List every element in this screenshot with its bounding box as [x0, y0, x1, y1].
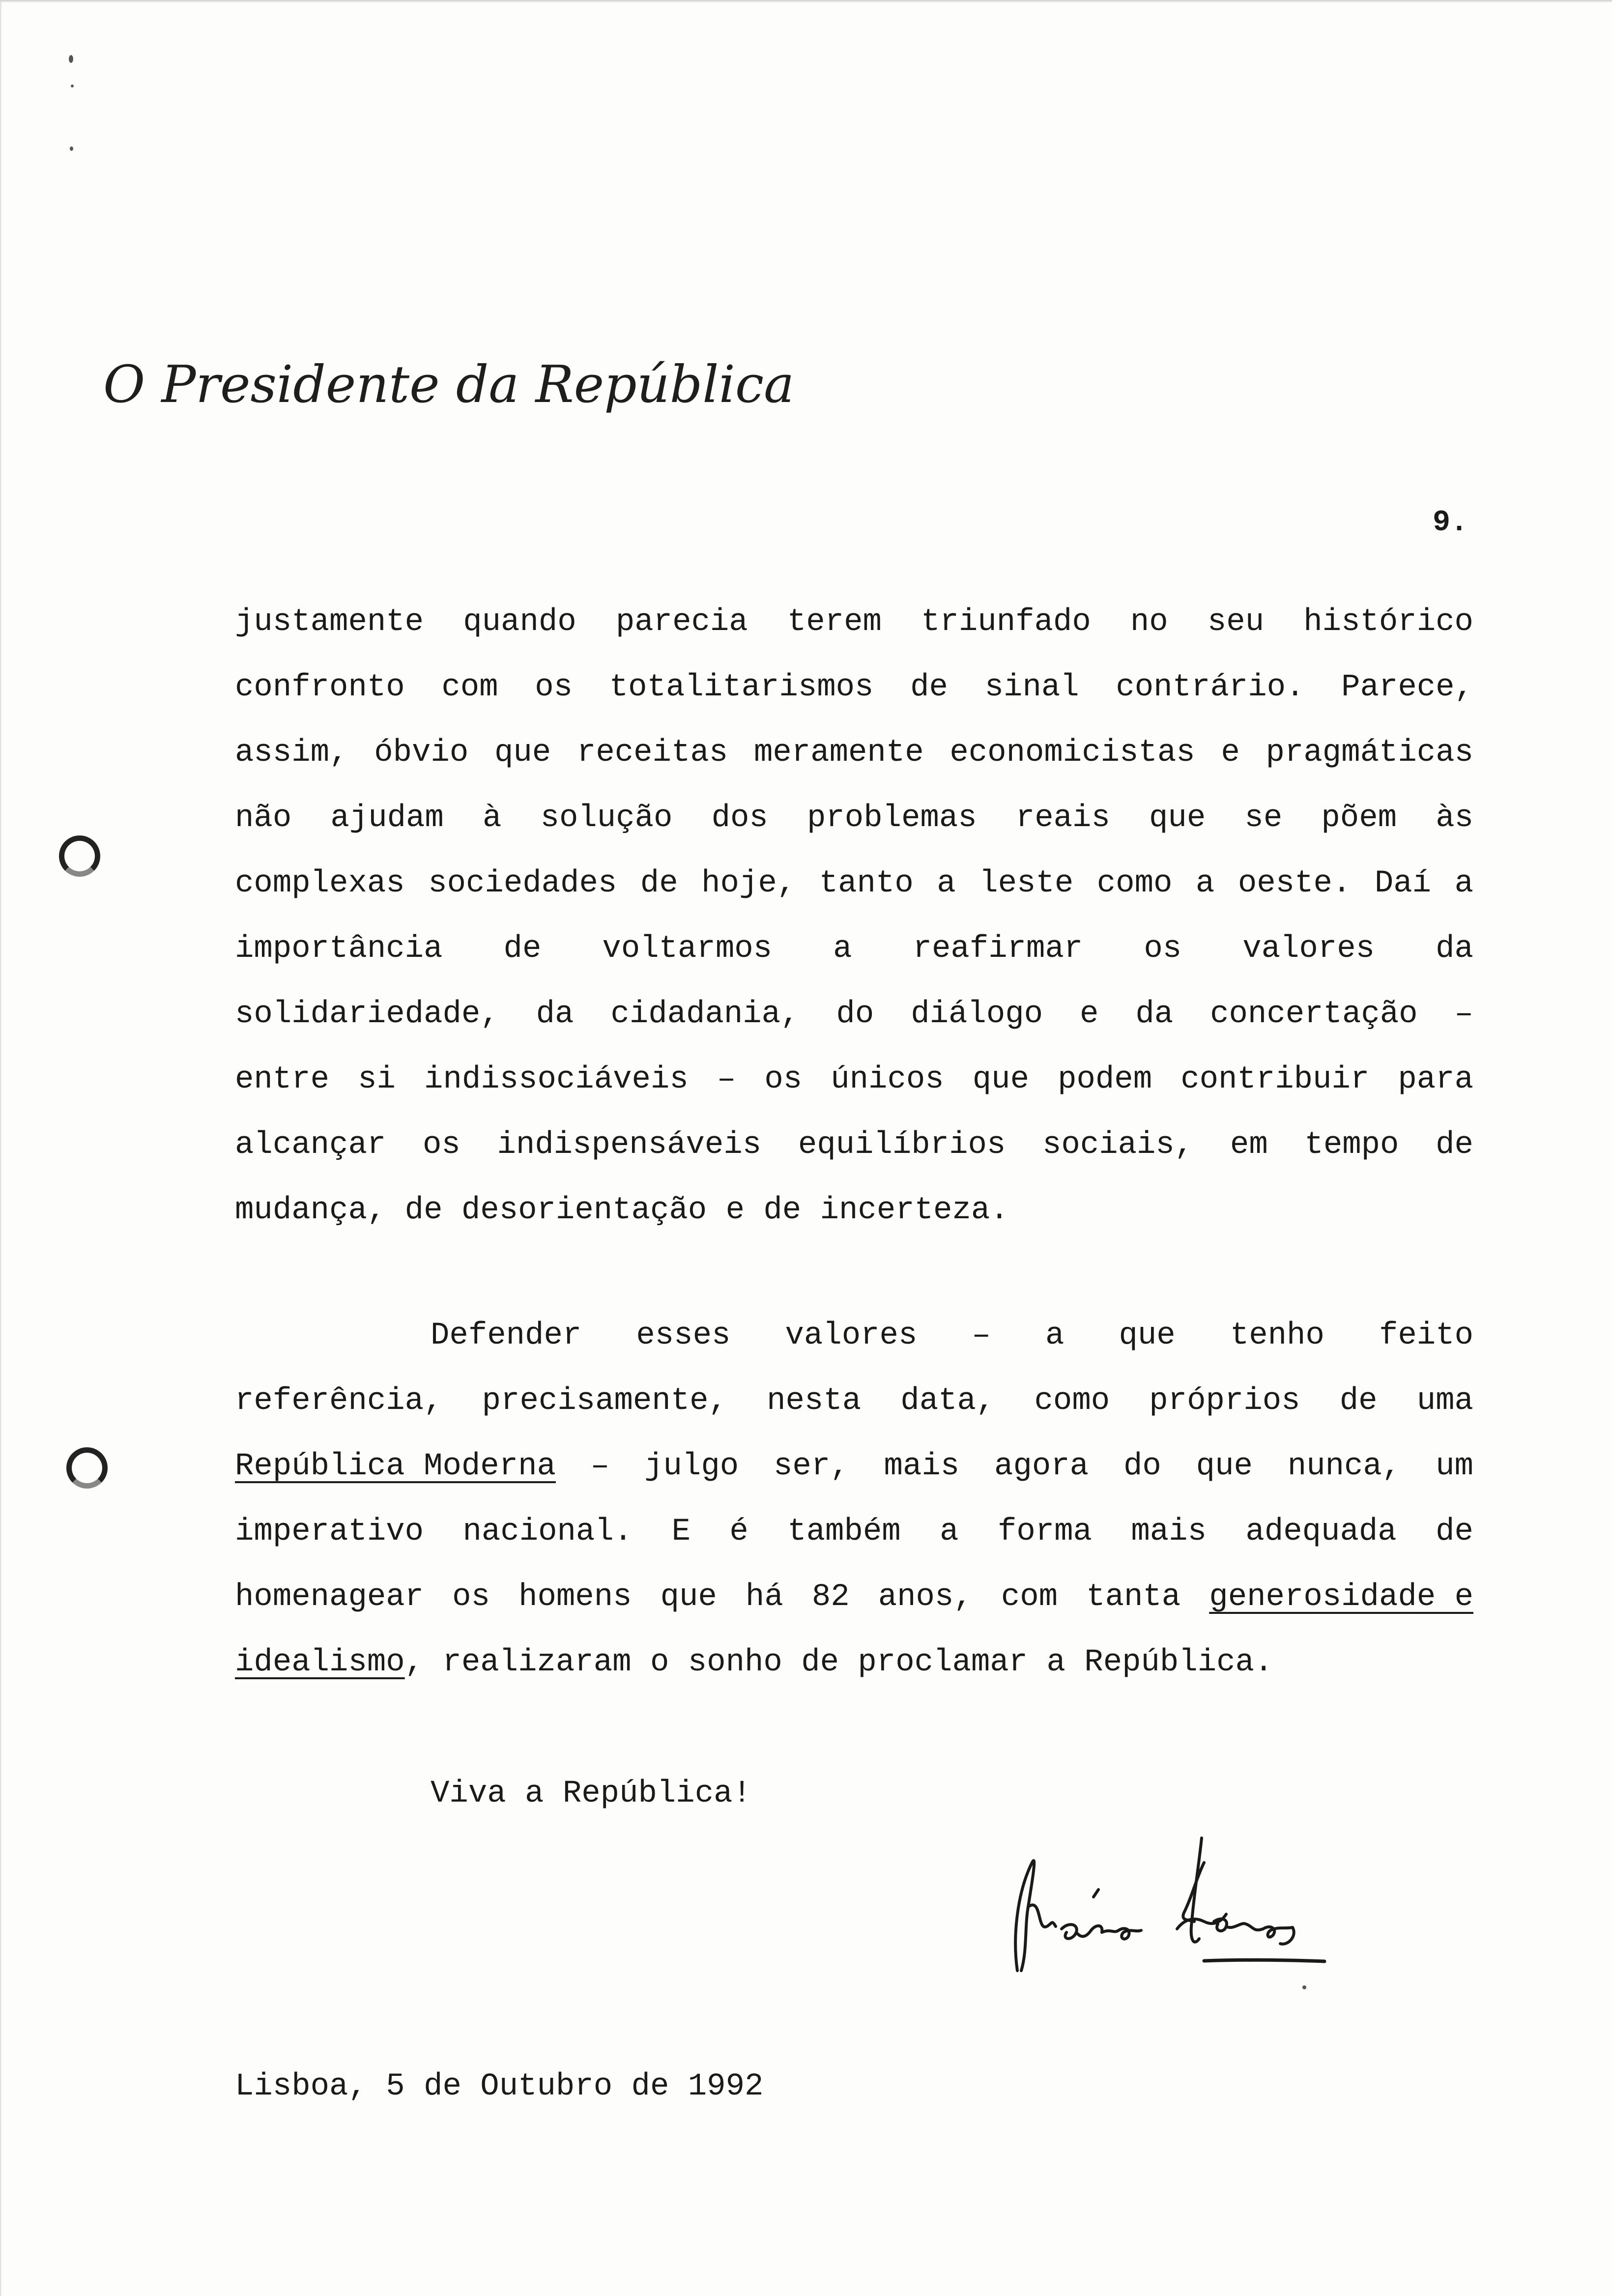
- word: se: [1244, 801, 1283, 836]
- word: agora: [994, 1449, 1089, 1484]
- word: hoje,: [701, 866, 796, 901]
- word: indispensáveis: [497, 1127, 762, 1163]
- word: que: [972, 1062, 1029, 1097]
- word: alcançar: [235, 1127, 386, 1163]
- scan-speck: [69, 55, 73, 63]
- scan-speck: [70, 146, 73, 151]
- word: Defender: [431, 1318, 582, 1353]
- page-left-edge: [0, 0, 2, 2296]
- salutation-block: [235, 1761, 1473, 1827]
- word: pragmáticas: [1266, 735, 1473, 771]
- word: únicos: [831, 1062, 944, 1097]
- word: –: [1454, 997, 1473, 1032]
- word: indissociáveis: [424, 1062, 689, 1097]
- word: data,: [900, 1383, 995, 1419]
- word: que: [1119, 1318, 1176, 1353]
- word: mais: [1131, 1514, 1207, 1550]
- text-line: [235, 1113, 1473, 1178]
- word: tanta: [1086, 1579, 1181, 1615]
- word: óbvio: [374, 735, 469, 771]
- word: com: [1001, 1579, 1058, 1615]
- signature-dot: [1302, 1985, 1306, 1989]
- word: como: [1096, 866, 1173, 901]
- word: –: [972, 1318, 991, 1353]
- word: põem: [1321, 801, 1397, 836]
- word: entre: [235, 1062, 330, 1097]
- page-number: 9.: [1433, 506, 1468, 540]
- word: referência,: [235, 1383, 443, 1419]
- salutation: Viva a República!: [431, 1776, 751, 1811]
- word: uma: [1416, 1383, 1473, 1419]
- text-line: [235, 720, 1473, 786]
- word: do: [836, 997, 874, 1032]
- place-date: Lisboa, 5 de Outubro de 1992: [235, 2069, 764, 2104]
- word: homens: [518, 1579, 632, 1615]
- word: sinal: [984, 670, 1079, 705]
- word: ajudam: [330, 801, 444, 836]
- text-line: , realizaram o sonho de proclamar a República.: [404, 1645, 1273, 1680]
- word: homenagear: [235, 1579, 424, 1615]
- word: que: [660, 1579, 717, 1615]
- word: do: [1123, 1449, 1161, 1484]
- word: adequada: [1245, 1514, 1397, 1550]
- text-line: [235, 655, 1473, 720]
- paragraph-1: [235, 590, 1473, 1243]
- word: ser,: [774, 1449, 849, 1484]
- word: imperativo: [235, 1514, 424, 1550]
- word: mais: [884, 1449, 960, 1484]
- paragraph-2-line-3: [235, 1434, 1473, 1499]
- letterhead: [103, 344, 795, 428]
- text-line: [235, 851, 1473, 917]
- word: –: [717, 1062, 736, 1097]
- word: da: [536, 997, 574, 1032]
- word: triunfado: [921, 604, 1091, 640]
- word: economicistas: [950, 735, 1195, 771]
- word: nunca,: [1287, 1449, 1401, 1484]
- word: Daí: [1374, 866, 1432, 901]
- word: para: [1398, 1062, 1473, 1097]
- word: a: [1195, 866, 1215, 901]
- paragraph-2: [235, 1303, 1473, 1695]
- word: próprios: [1149, 1383, 1300, 1419]
- signature: [998, 1823, 1352, 2030]
- word: no: [1130, 604, 1168, 640]
- paragraph-2-line-5: [235, 1565, 1473, 1630]
- letterhead-title: O Presidente da República: [103, 354, 795, 414]
- word: confronto: [235, 670, 405, 705]
- word: podem: [1058, 1062, 1152, 1097]
- word: é: [729, 1514, 748, 1550]
- word: reafirmar: [913, 931, 1083, 967]
- word: si: [358, 1062, 396, 1097]
- word: há: [745, 1579, 783, 1615]
- word: oeste.: [1238, 866, 1352, 901]
- underlined-phrase: idealismo: [235, 1645, 405, 1680]
- paragraph-2-line-1: [431, 1303, 1473, 1369]
- word: histórico: [1303, 604, 1473, 640]
- word: diálogo: [911, 997, 1043, 1032]
- word: às: [1436, 801, 1473, 836]
- letterhead-script: [103, 344, 795, 428]
- word: seu: [1207, 604, 1265, 640]
- word: precisamente,: [482, 1383, 727, 1419]
- word: meramente: [753, 735, 924, 771]
- text-line: [235, 1047, 1473, 1113]
- word: sociedades: [428, 866, 617, 901]
- paragraph-2-line-6: [235, 1630, 1473, 1695]
- paragraph-2-line-4: [235, 1499, 1473, 1565]
- word: os: [1144, 931, 1182, 967]
- word: os: [535, 670, 573, 705]
- word: complexas: [235, 866, 405, 901]
- word: forma: [997, 1514, 1092, 1550]
- scan-speck: [71, 85, 74, 87]
- signature-image: [998, 1823, 1352, 2030]
- word: em: [1230, 1127, 1268, 1163]
- word: –: [590, 1449, 610, 1484]
- word: a: [833, 931, 852, 967]
- word: que: [1196, 1449, 1253, 1484]
- word: a: [1045, 1318, 1065, 1353]
- underlined-phrase: generosidade e: [1209, 1579, 1473, 1615]
- word: valores: [785, 1318, 918, 1353]
- word: julgo: [644, 1449, 739, 1484]
- word: problemas: [806, 801, 977, 836]
- word: esses: [636, 1318, 731, 1353]
- place-date-block: [235, 2054, 1473, 2120]
- place-date-line: [235, 2054, 1473, 2120]
- word: valores: [1242, 931, 1375, 967]
- word: 82: [811, 1579, 850, 1615]
- word: receitas: [576, 735, 728, 771]
- word: de: [1436, 1514, 1473, 1550]
- word: a: [1454, 866, 1473, 901]
- word: de: [640, 866, 678, 901]
- word: tempo: [1304, 1127, 1399, 1163]
- word: dos: [711, 801, 768, 836]
- word: os: [452, 1579, 490, 1615]
- word: que: [1149, 801, 1206, 836]
- word: da: [1135, 997, 1174, 1032]
- word: solidariedade,: [235, 997, 499, 1032]
- word: também: [787, 1514, 901, 1550]
- word: de: [1339, 1383, 1378, 1419]
- word: tenho: [1230, 1318, 1324, 1353]
- word: assim,: [235, 735, 348, 771]
- word: quando: [463, 604, 576, 640]
- word: os: [764, 1062, 803, 1097]
- word: E: [671, 1514, 691, 1550]
- punch-hole-icon: [66, 1447, 108, 1489]
- word: parecia: [615, 604, 748, 640]
- word: anos,: [878, 1579, 973, 1615]
- word: concertação: [1210, 997, 1418, 1032]
- word: a: [940, 1514, 959, 1550]
- text-line: [235, 590, 1473, 655]
- word: nacional.: [462, 1514, 633, 1550]
- word: nesta: [767, 1383, 862, 1419]
- word: de: [503, 931, 542, 967]
- paragraph-1-last-line: [235, 1178, 1473, 1243]
- text-line: [235, 917, 1473, 982]
- word: de: [1436, 1127, 1473, 1163]
- word: Parece,: [1341, 670, 1473, 705]
- word: um: [1436, 1449, 1473, 1484]
- word: terem: [787, 604, 882, 640]
- underlined-phrase: República Moderna: [235, 1449, 556, 1484]
- word: da: [1436, 931, 1473, 967]
- word: leste: [979, 866, 1074, 901]
- paragraph-1-lines: [235, 590, 1473, 1178]
- paragraph-2-line-2: [235, 1369, 1473, 1434]
- word: de: [910, 670, 948, 705]
- punch-hole-icon: [59, 835, 100, 877]
- word: e: [1221, 735, 1240, 771]
- word: importância: [235, 931, 443, 967]
- word: com: [441, 670, 498, 705]
- word: totalitarismos: [609, 670, 874, 705]
- word: equilíbrios: [798, 1127, 1006, 1163]
- text-line: [235, 982, 1473, 1047]
- word: solução: [540, 801, 673, 836]
- word: à: [483, 801, 502, 836]
- text-line: mudança, de desorientação e de incerteza.: [235, 1193, 1009, 1228]
- word: cidadania,: [610, 997, 800, 1032]
- word: como: [1034, 1383, 1110, 1419]
- word: não: [235, 801, 292, 836]
- word: sociais,: [1042, 1127, 1194, 1163]
- word: contrário.: [1116, 670, 1305, 705]
- word: justamente: [235, 604, 424, 640]
- word: que: [494, 735, 551, 771]
- word: e: [1079, 997, 1099, 1032]
- word: tanto: [819, 866, 914, 901]
- word: feito: [1379, 1318, 1473, 1353]
- word: contribuir: [1180, 1062, 1370, 1097]
- word: reais: [1015, 801, 1110, 836]
- page-top-edge: [0, 0, 1612, 3]
- salutation-line: [431, 1761, 1473, 1827]
- word: os: [422, 1127, 461, 1163]
- text-line: [235, 786, 1473, 851]
- word: a: [937, 866, 956, 901]
- word: voltarmos: [602, 931, 773, 967]
